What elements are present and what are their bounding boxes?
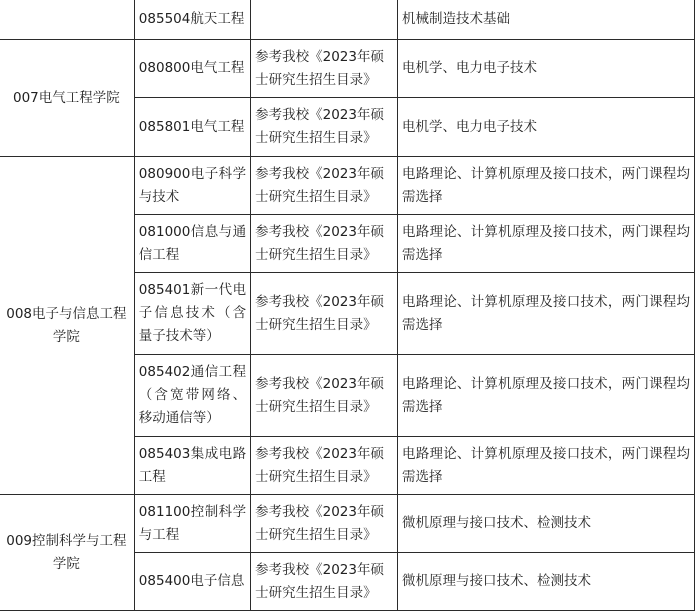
table-row [0, 40, 695, 98]
note-cell [251, 0, 398, 40]
table-row [0, 495, 695, 553]
subject-cell: 电路理论、计算机原理及接口技术，两门课程均需选择 [398, 157, 695, 215]
college-cell: 008电子与信息工程学院 [0, 157, 134, 495]
subject-cell: 微机原理与接口技术、检测技术 [398, 495, 695, 553]
major-cell: 085402通信工程（含宽带网络、移动通信等） [134, 355, 250, 437]
subject-cell: 电路理论、计算机原理及接口技术，两门课程均需选择 [398, 437, 695, 495]
college-cell: 009控制科学与工程学院 [0, 495, 134, 611]
major-cell: 081100控制科学与工程 [134, 495, 250, 553]
subject-cell: 电路理论、计算机原理及接口技术，两门课程均需选择 [398, 273, 695, 355]
major-cell: 085400电子信息 [134, 553, 250, 611]
note-cell: 参考我校《2023年硕士研究生招生目录》 [251, 355, 398, 437]
subject-cell: 电机学、电力电子技术 [398, 98, 695, 157]
major-cell: 085801电气工程 [134, 98, 250, 157]
major-cell: 085504航天工程 [134, 0, 250, 40]
major-cell: 080800电气工程 [134, 40, 250, 98]
college-cell-empty [0, 0, 134, 40]
note-cell: 参考我校《2023年硕士研究生招生目录》 [251, 157, 398, 215]
note-cell: 参考我校《2023年硕士研究生招生目录》 [251, 553, 398, 611]
major-cell: 085403集成电路工程 [134, 437, 250, 495]
subject-cell: 微机原理与接口技术、检测技术 [398, 553, 695, 611]
major-cell: 081000信息与通信工程 [134, 215, 250, 273]
note-cell: 参考我校《2023年硕士研究生招生目录》 [251, 215, 398, 273]
major-cell: 085401新一代电子信息技术（含量子技术等） [134, 273, 250, 355]
subject-cell: 电机学、电力电子技术 [398, 40, 695, 98]
subject-cell: 机械制造技术基础 [398, 0, 695, 40]
note-cell: 参考我校《2023年硕士研究生招生目录》 [251, 437, 398, 495]
note-cell: 参考我校《2023年硕士研究生招生目录》 [251, 98, 398, 157]
note-cell: 参考我校《2023年硕士研究生招生目录》 [251, 40, 398, 98]
subject-cell: 电路理论、计算机原理及接口技术，两门课程均需选择 [398, 215, 695, 273]
major-cell: 080900电子科学与技术 [134, 157, 250, 215]
table-row [0, 157, 695, 215]
note-cell: 参考我校《2023年硕士研究生招生目录》 [251, 495, 398, 553]
note-cell: 参考我校《2023年硕士研究生招生目录》 [251, 273, 398, 355]
table-row [0, 0, 695, 40]
subject-cell: 电路理论、计算机原理及接口技术，两门课程均需选择 [398, 355, 695, 437]
college-cell: 007电气工程学院 [0, 40, 134, 157]
